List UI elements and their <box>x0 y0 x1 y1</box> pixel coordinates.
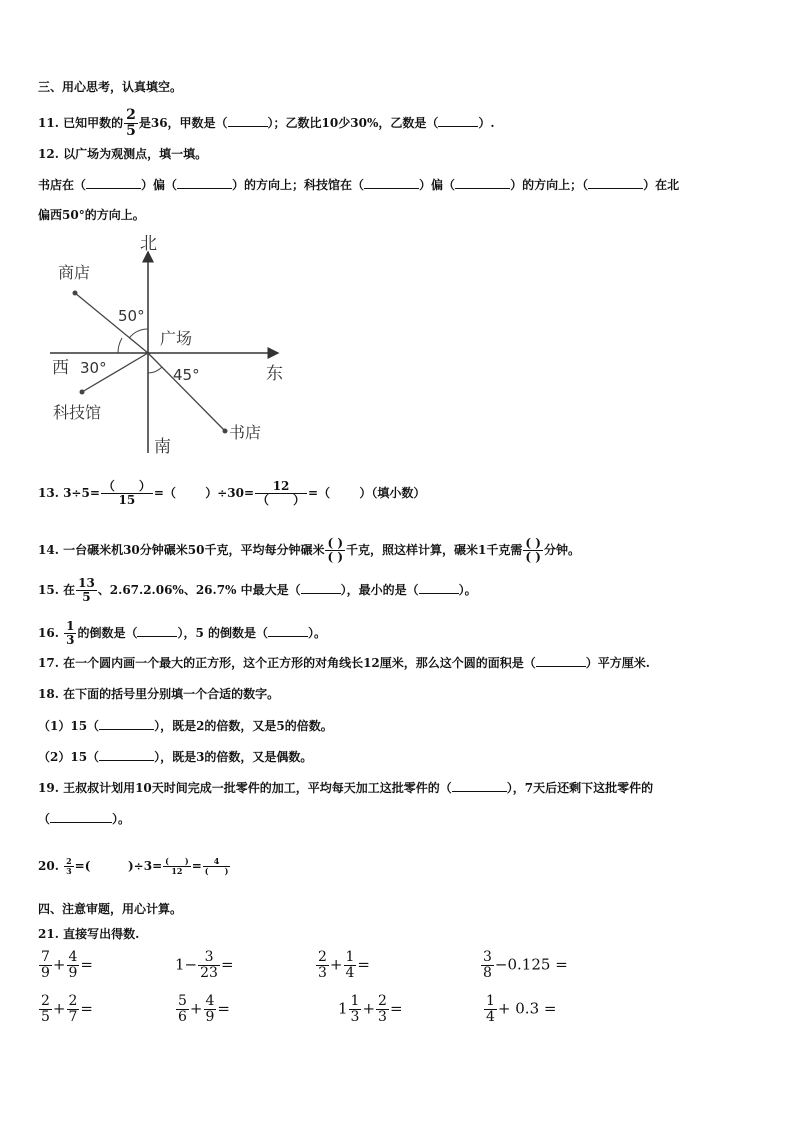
answer-blank[interactable] <box>452 780 507 792</box>
label-south: 南 <box>154 437 171 457</box>
question-20: 20. $\frac{2}{3}$ =( )÷3= $\frac{( )}{12}$ = $\frac{4}{( )}$ <box>38 856 229 876</box>
fraction: $\frac{12}{( )}$ <box>257 479 306 507</box>
question-19: 19. 王叔叔计划用10天时间完成一批零件的加工，平均每天加工这批零件的（ ），7天后还剩下这批零件的 <box>38 781 654 795</box>
fraction: $\frac{13}{5}$ <box>78 576 95 604</box>
answer-blank[interactable] <box>301 582 341 594</box>
direction-diagram <box>40 228 300 462</box>
answer-blank[interactable] <box>455 177 510 189</box>
calc-item: $\frac{5}{6}$ + $\frac{4}{9}$ = <box>178 993 230 1025</box>
ray-book <box>148 353 225 431</box>
fraction: $\frac{2}{3}$ <box>66 856 72 876</box>
label-east: 东 <box>266 364 283 384</box>
fraction: $\frac{2}{5}$ <box>126 107 136 139</box>
question-13: 13. 3÷5= $\frac{( )}{15}$ =（ ）÷30= $\frac{12}{( )}$ =（ ）（填小数） <box>38 479 426 507</box>
arc-30 <box>118 338 122 353</box>
fraction: $\frac{( )}{15}$ <box>102 479 151 507</box>
fraction: $\frac{( )}{( )}$ <box>327 536 344 564</box>
label-angle-30: 30° <box>80 359 107 377</box>
label-angle-45: 45° <box>173 366 200 384</box>
fraction: $\frac{4}{( )}$ <box>204 856 229 876</box>
calc-item: $\frac{1}{4}$ + 0.3 = <box>486 993 557 1025</box>
question-12: 12. 以广场为观测点，填一填。 <box>38 147 208 161</box>
calc-item: 1− $\frac{3}{23}$ = <box>175 949 234 981</box>
answer-blank[interactable] <box>177 177 232 189</box>
point-tech <box>80 390 85 395</box>
answer-blank[interactable] <box>588 177 643 189</box>
answer-blank[interactable] <box>99 718 154 730</box>
calc-item: $\frac{2}{5}$ + $\frac{2}{7}$ = <box>41 993 93 1025</box>
calc-item: $\frac{2}{3}$ + $\frac{1}{4}$ = <box>318 949 370 981</box>
calc-item: $\frac{3}{8}$ −0.125 = <box>483 949 568 981</box>
section-title-3: 三、用心思考，认真填空。 <box>38 80 183 94</box>
question-11: 11. 已知甲数的 $\frac{2}{5}$ 是36，甲数是（ ）；乙数比10少30%，乙数是（ ）. <box>38 107 495 139</box>
label-tech: 科技馆 <box>53 403 102 422</box>
question-17: 17. 在一个圆内画一个最大的正方形，这个正方形的对角线长12厘米，那么这个圆的面积是（ ）平方厘米. <box>38 656 650 670</box>
label-shop: 商店 <box>58 263 91 282</box>
answer-blank[interactable] <box>536 655 586 667</box>
arc-45 <box>148 367 162 373</box>
label-north: 北 <box>140 234 157 254</box>
answer-blank[interactable] <box>86 177 141 189</box>
question-18-part1: （1）15（ ），既是2的倍数，又是5的倍数。 <box>38 719 333 733</box>
question-18-part2: （2）15（ ），既是3的倍数，又是偶数。 <box>38 750 313 764</box>
fraction: $\frac{( )}{( )}$ <box>525 536 541 564</box>
question-14: 14. 一台碾米机30分钟碾米50千克，平均每分钟碾米 $\frac{( )}{( )}$ 千克，照这样计算，碾米1千克需 $\frac{( )}{( )}$ 分钟。 <box>38 536 580 564</box>
label-center: 广场 <box>160 329 193 348</box>
answer-blank[interactable] <box>364 177 419 189</box>
answer-blank[interactable] <box>419 582 459 594</box>
question-15: 15. 在 $\frac{13}{5}$ 、2.67.2.06%、26.7% 中最大是（ ），最小的是（ ）。 <box>38 576 477 604</box>
question-21: 21. 直接写出得数. <box>38 927 140 941</box>
section-title-4: 四、注意审题，用心计算。 <box>38 902 183 916</box>
question-12-line1: 书店在（ ）偏（ ）的方向上；科技馆在（ ）偏（ ）的方向上；（ ）在北 <box>38 178 680 192</box>
label-angle-50: 50° <box>118 307 145 325</box>
answer-blank[interactable] <box>438 115 478 127</box>
fraction: $\frac{( )}{12}$ <box>165 856 189 876</box>
arc-50 <box>130 329 149 338</box>
fraction: $\frac{1}{3}$ <box>66 619 75 647</box>
question-19-line2: （ ）。 <box>38 812 131 826</box>
question-12-line2: 偏西50°的方向上。 <box>38 208 145 222</box>
question-18: 18. 在下面的括号里分别填一个合适的数字。 <box>38 687 280 701</box>
point-shop <box>73 291 78 296</box>
answer-blank[interactable] <box>50 811 112 823</box>
answer-blank[interactable] <box>228 115 268 127</box>
answer-blank[interactable] <box>268 625 308 637</box>
calc-item: $\frac{7}{9}$ + $\frac{4}{9}$ = <box>41 949 93 981</box>
point-book <box>223 429 228 434</box>
label-west: 西 <box>52 358 69 378</box>
calc-item: 1 $\frac{1}{3}$ + $\frac{2}{3}$ = <box>338 993 403 1025</box>
answer-blank[interactable] <box>137 625 177 637</box>
question-16: 16. $\frac{1}{3}$ 的倒数是（ ），5 的倒数是（ ）。 <box>38 619 326 647</box>
label-book: 书店 <box>229 423 262 442</box>
answer-blank[interactable] <box>99 749 154 761</box>
